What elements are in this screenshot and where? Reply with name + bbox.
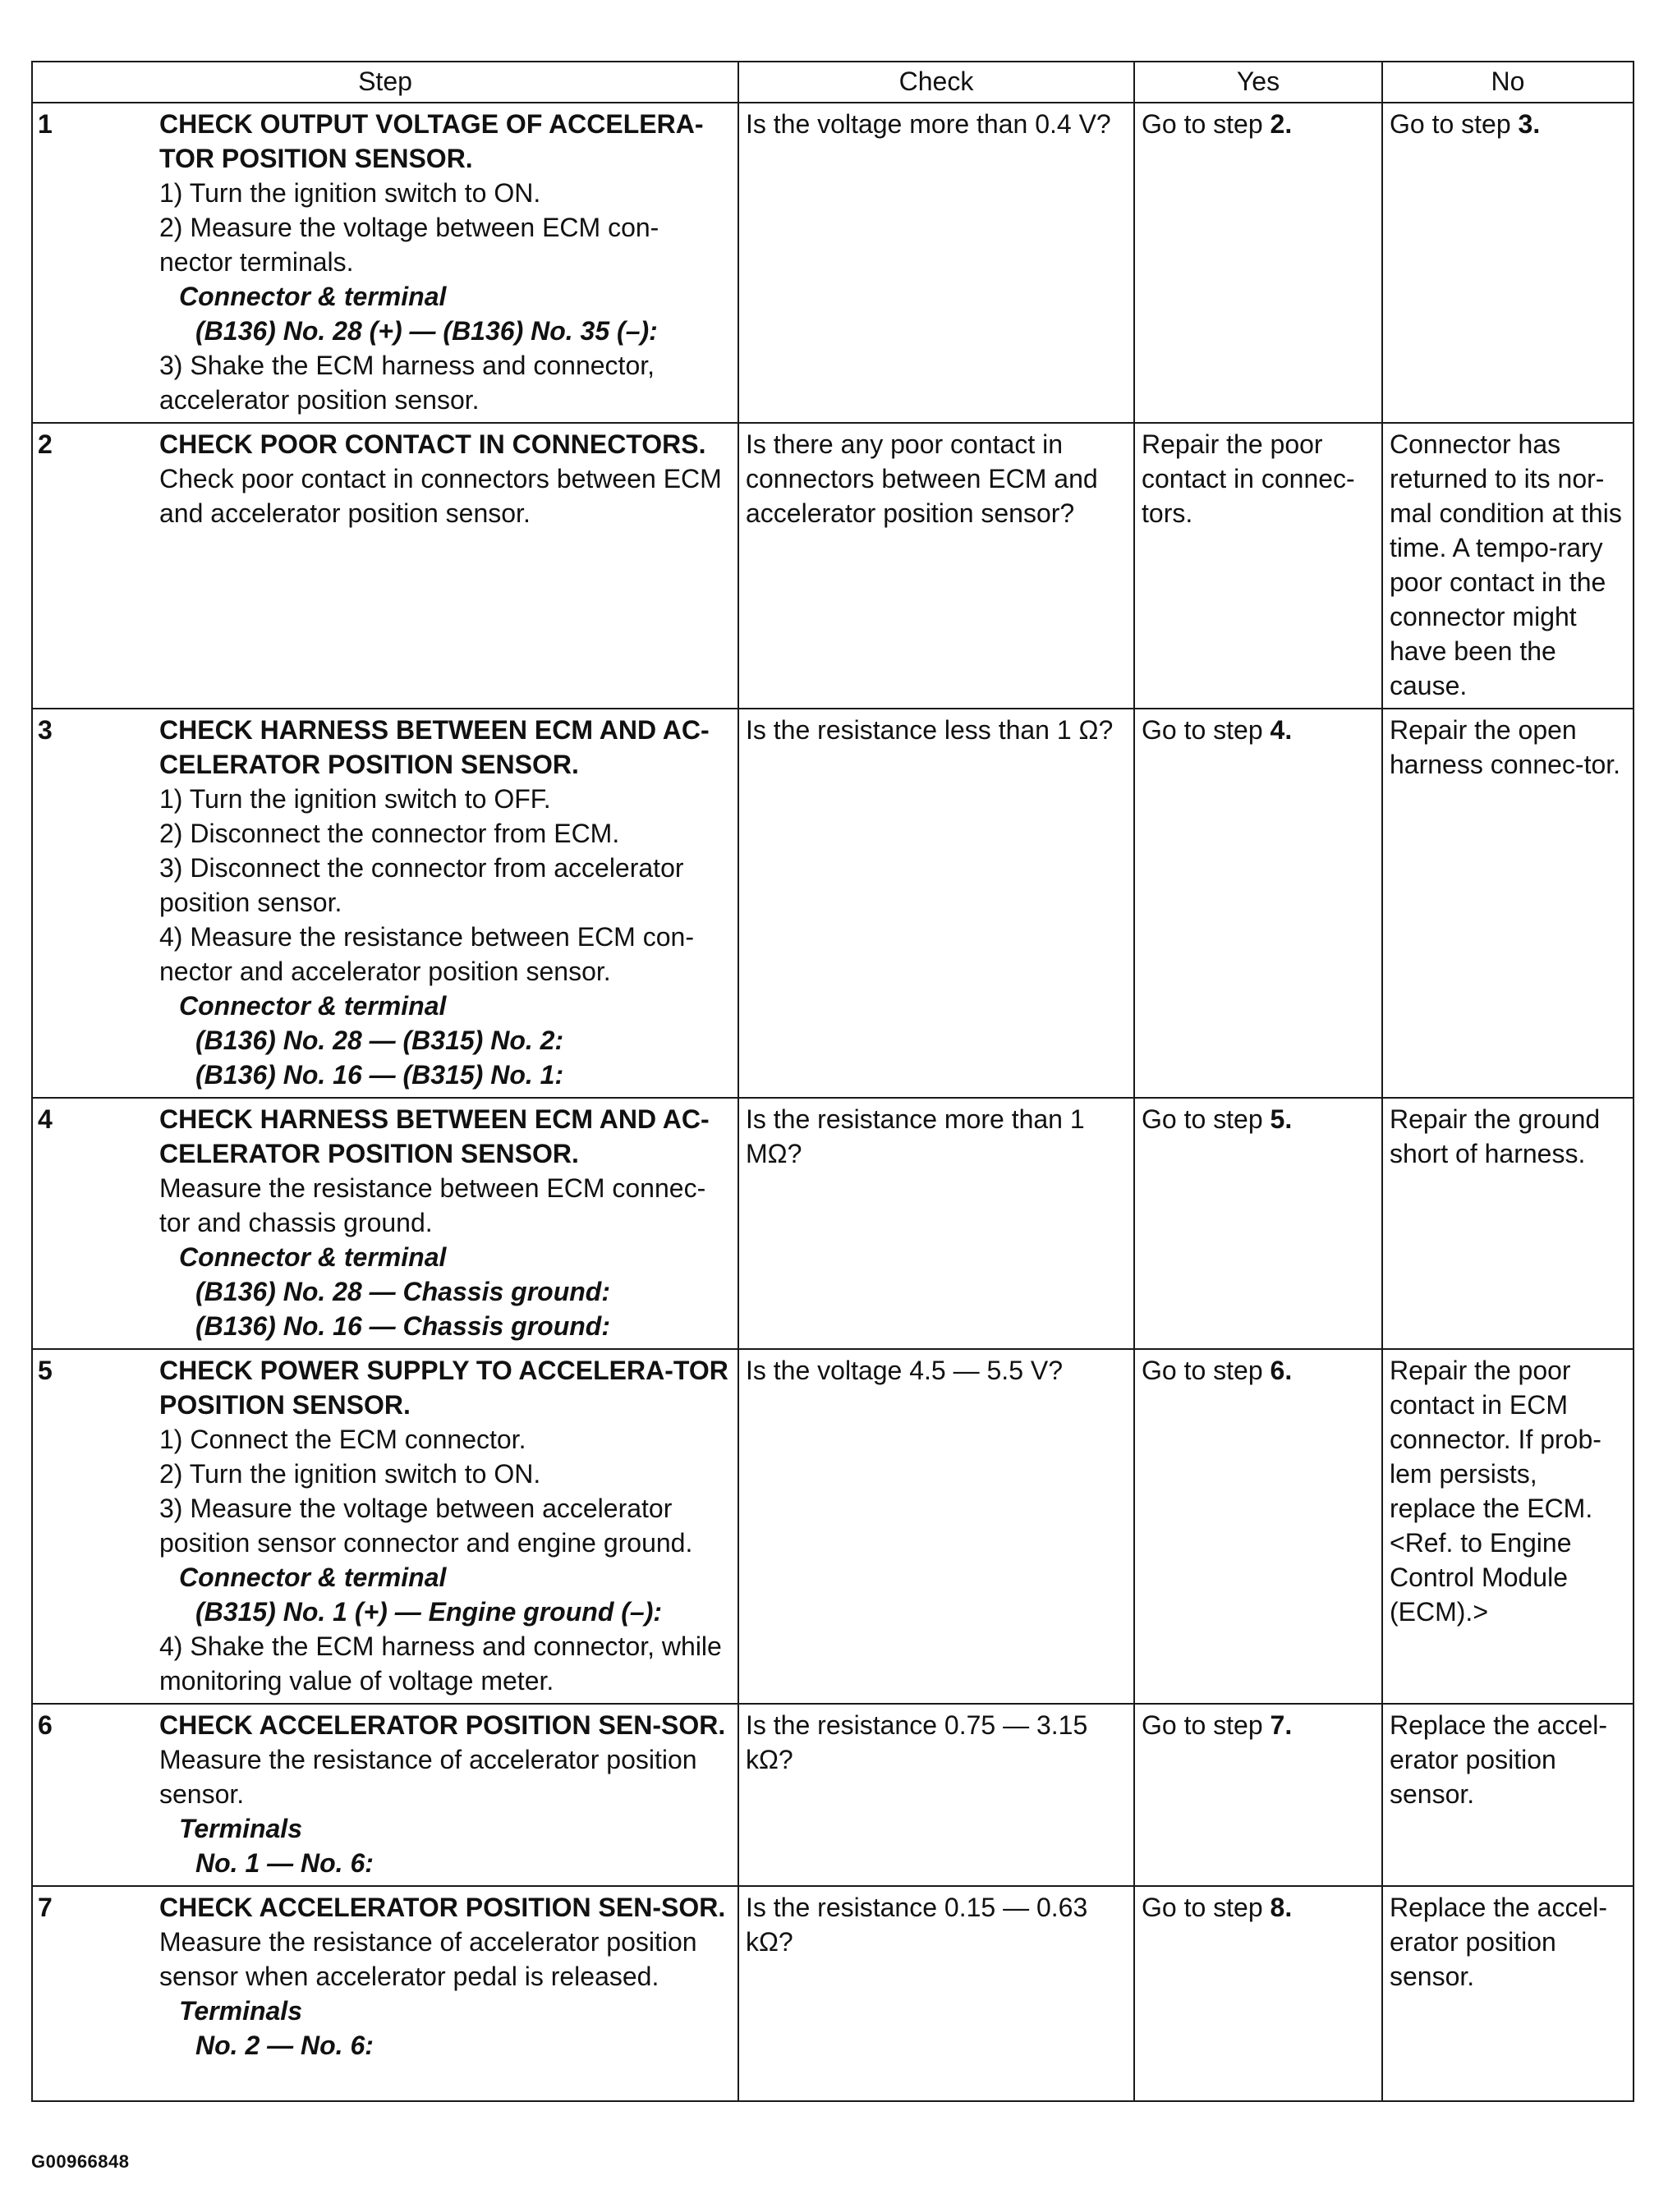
connector-terminal-item: (B136) No. 28 — Chassis ground:: [195, 1277, 610, 1306]
step-title: CHECK HARNESS BETWEEN ECM AND AC-CELERATOR POSITION SENSOR.: [159, 715, 710, 779]
connector-terminal-item: (B136) No. 16 — Chassis ground:: [195, 1311, 610, 1341]
table-row: [32, 1704, 1634, 1886]
step-cell: [32, 709, 738, 1098]
check-cell: Is the voltage more than 0.4 V?: [738, 103, 1134, 423]
instruction: 4) Shake the ECM harness and connector, while monitoring value of voltage meter.: [159, 1631, 722, 1696]
step-number: 6: [38, 1710, 53, 1740]
check-cell: Is the voltage 4.5 — 5.5 V?: [738, 1349, 1134, 1704]
header-yes: Yes: [1134, 62, 1382, 103]
instruction: 2) Measure the voltage between ECM con-nector terminals.: [159, 213, 659, 277]
yes-cell: [1134, 1704, 1382, 1886]
table-row: [32, 103, 1634, 423]
connector-terminal-heading: Connector & terminal: [179, 1563, 447, 1592]
step-title: CHECK ACCELERATOR POSITION SEN-SOR.: [159, 1710, 726, 1740]
step-number: 2: [38, 429, 53, 459]
yes-text: Go to step: [1142, 1710, 1271, 1740]
header-step: Step: [32, 62, 738, 103]
no-cell: Repair the ground short of harness.: [1382, 1098, 1634, 1349]
step-number: 3: [38, 715, 53, 745]
diagnostic-table: [31, 61, 1634, 2102]
yes-text: Go to step: [1142, 109, 1271, 139]
yes-step-ref: 5.: [1270, 1104, 1293, 1134]
instruction: 3) Shake the ECM harness and connector, accelerator position sensor.: [159, 351, 655, 415]
yes-step-ref: 8.: [1270, 1893, 1293, 1922]
yes-step-ref: 7.: [1270, 1710, 1293, 1740]
instruction: 3) Disconnect the connector from accelerator position sensor.: [159, 853, 684, 917]
yes-step-ref: 6.: [1270, 1356, 1293, 1385]
step-title: CHECK POOR CONTACT IN CONNECTORS.: [159, 429, 706, 459]
no-cell: Replace the accel-erator position sensor.: [1382, 1704, 1634, 1886]
figure-code: G00966848: [31, 2151, 130, 2172]
connector-terminal-item: (B315) No. 1 (+) — Engine ground (–):: [195, 1597, 663, 1627]
yes-cell: [1134, 1886, 1382, 2101]
check-cell: Is there any poor contact in connectors between ECM and accelerator position sensor?: [738, 423, 1134, 709]
connector-terminal-item: (B136) No. 28 (+) — (B136) No. 35 (–):: [195, 316, 658, 346]
instruction: 1) Turn the ignition switch to OFF.: [159, 784, 551, 814]
yes-step-ref: 4.: [1270, 715, 1293, 745]
table-row: [32, 1098, 1634, 1349]
table-row: [32, 709, 1634, 1098]
connector-terminal-heading: Connector & terminal: [179, 282, 447, 311]
step-cell: [32, 1098, 738, 1349]
no-cell: Repair the poor contact in ECM connector. If prob-lem persists, replace the ECM. <Ref. to Engine Control Module (ECM).>: [1382, 1349, 1634, 1704]
yes-cell: [1134, 709, 1382, 1098]
step-cell: [32, 1704, 738, 1886]
instruction: 2) Turn the ignition switch to ON.: [159, 1459, 541, 1489]
no-cell: [1382, 103, 1634, 423]
terminals-item: No. 1 — No. 6:: [195, 1848, 374, 1878]
terminals-item: No. 2 — No. 6:: [195, 2031, 374, 2060]
terminals-heading: Terminals: [179, 1996, 302, 2026]
no-cell: Repair the open harness connec-tor.: [1382, 709, 1634, 1098]
yes-step-ref: 2.: [1270, 109, 1293, 139]
no-text: Go to step: [1390, 109, 1519, 139]
instruction: 1) Connect the ECM connector.: [159, 1425, 526, 1454]
check-cell: Is the resistance 0.15 — 0.63 kΩ?: [738, 1886, 1134, 2101]
step-cell: [32, 1349, 738, 1704]
table-row: [32, 423, 1634, 709]
yes-cell: [1134, 1349, 1382, 1704]
instruction: Measure the resistance between ECM connec-tor and chassis ground.: [159, 1173, 706, 1237]
table-row: [32, 1886, 1634, 2101]
instruction: Measure the resistance of accelerator position sensor when accelerator pedal is released.: [159, 1927, 697, 1991]
instruction: Check poor contact in connectors between ECM and accelerator position sensor.: [159, 464, 722, 528]
yes-cell: Repair the poor contact in connec-tors.: [1134, 423, 1382, 709]
header-check: Check: [738, 62, 1134, 103]
yes-text: Go to step: [1142, 715, 1271, 745]
header-no: No: [1382, 62, 1634, 103]
connector-terminal-item: (B136) No. 28 — (B315) No. 2:: [195, 1026, 564, 1055]
yes-cell: [1134, 1098, 1382, 1349]
step-title: CHECK OUTPUT VOLTAGE OF ACCELERA-TOR POSITION SENSOR.: [159, 109, 704, 173]
check-cell: Is the resistance less than 1 Ω?: [738, 709, 1134, 1098]
yes-text: Go to step: [1142, 1893, 1271, 1922]
step-number: 1: [38, 109, 53, 139]
instruction: 1) Turn the ignition switch to ON.: [159, 178, 541, 208]
step-title: CHECK HARNESS BETWEEN ECM AND AC-CELERATOR POSITION SENSOR.: [159, 1104, 710, 1168]
header-row: [32, 62, 1634, 103]
connector-terminal-heading: Connector & terminal: [179, 1242, 447, 1272]
no-cell: Connector has returned to its nor-mal condition at this time. A tempo-rary poor contact in the connector might have been the cause.: [1382, 423, 1634, 709]
table-row: [32, 1349, 1634, 1704]
check-cell: Is the resistance 0.75 — 3.15 kΩ?: [738, 1704, 1134, 1886]
no-cell: Replace the accel-erator position sensor.: [1382, 1886, 1634, 2101]
check-cell: Is the resistance more than 1 MΩ?: [738, 1098, 1134, 1349]
instruction: 4) Measure the resistance between ECM con-nector and accelerator position sensor.: [159, 922, 694, 986]
connector-terminal-item: (B136) No. 16 — (B315) No. 1:: [195, 1060, 564, 1090]
yes-text: Go to step: [1142, 1104, 1271, 1134]
yes-text: Go to step: [1142, 1356, 1271, 1385]
instruction: 2) Disconnect the connector from ECM.: [159, 819, 620, 848]
no-step-ref: 3.: [1518, 109, 1541, 139]
step-cell: [32, 423, 738, 709]
step-number: 4: [38, 1104, 53, 1134]
step-title: CHECK POWER SUPPLY TO ACCELERA-TOR POSITION SENSOR.: [159, 1356, 728, 1420]
instruction: Measure the resistance of accelerator position sensor.: [159, 1745, 697, 1809]
connector-terminal-heading: Connector & terminal: [179, 991, 447, 1021]
terminals-heading: Terminals: [179, 1814, 302, 1843]
yes-cell: [1134, 103, 1382, 423]
step-number: 5: [38, 1356, 53, 1385]
step-title: CHECK ACCELERATOR POSITION SEN-SOR.: [159, 1893, 726, 1922]
step-number: 7: [38, 1893, 53, 1922]
step-cell: [32, 103, 738, 423]
instruction: 3) Measure the voltage between accelerator position sensor connector and engine ground.: [159, 1494, 693, 1558]
step-cell: [32, 1886, 738, 2101]
